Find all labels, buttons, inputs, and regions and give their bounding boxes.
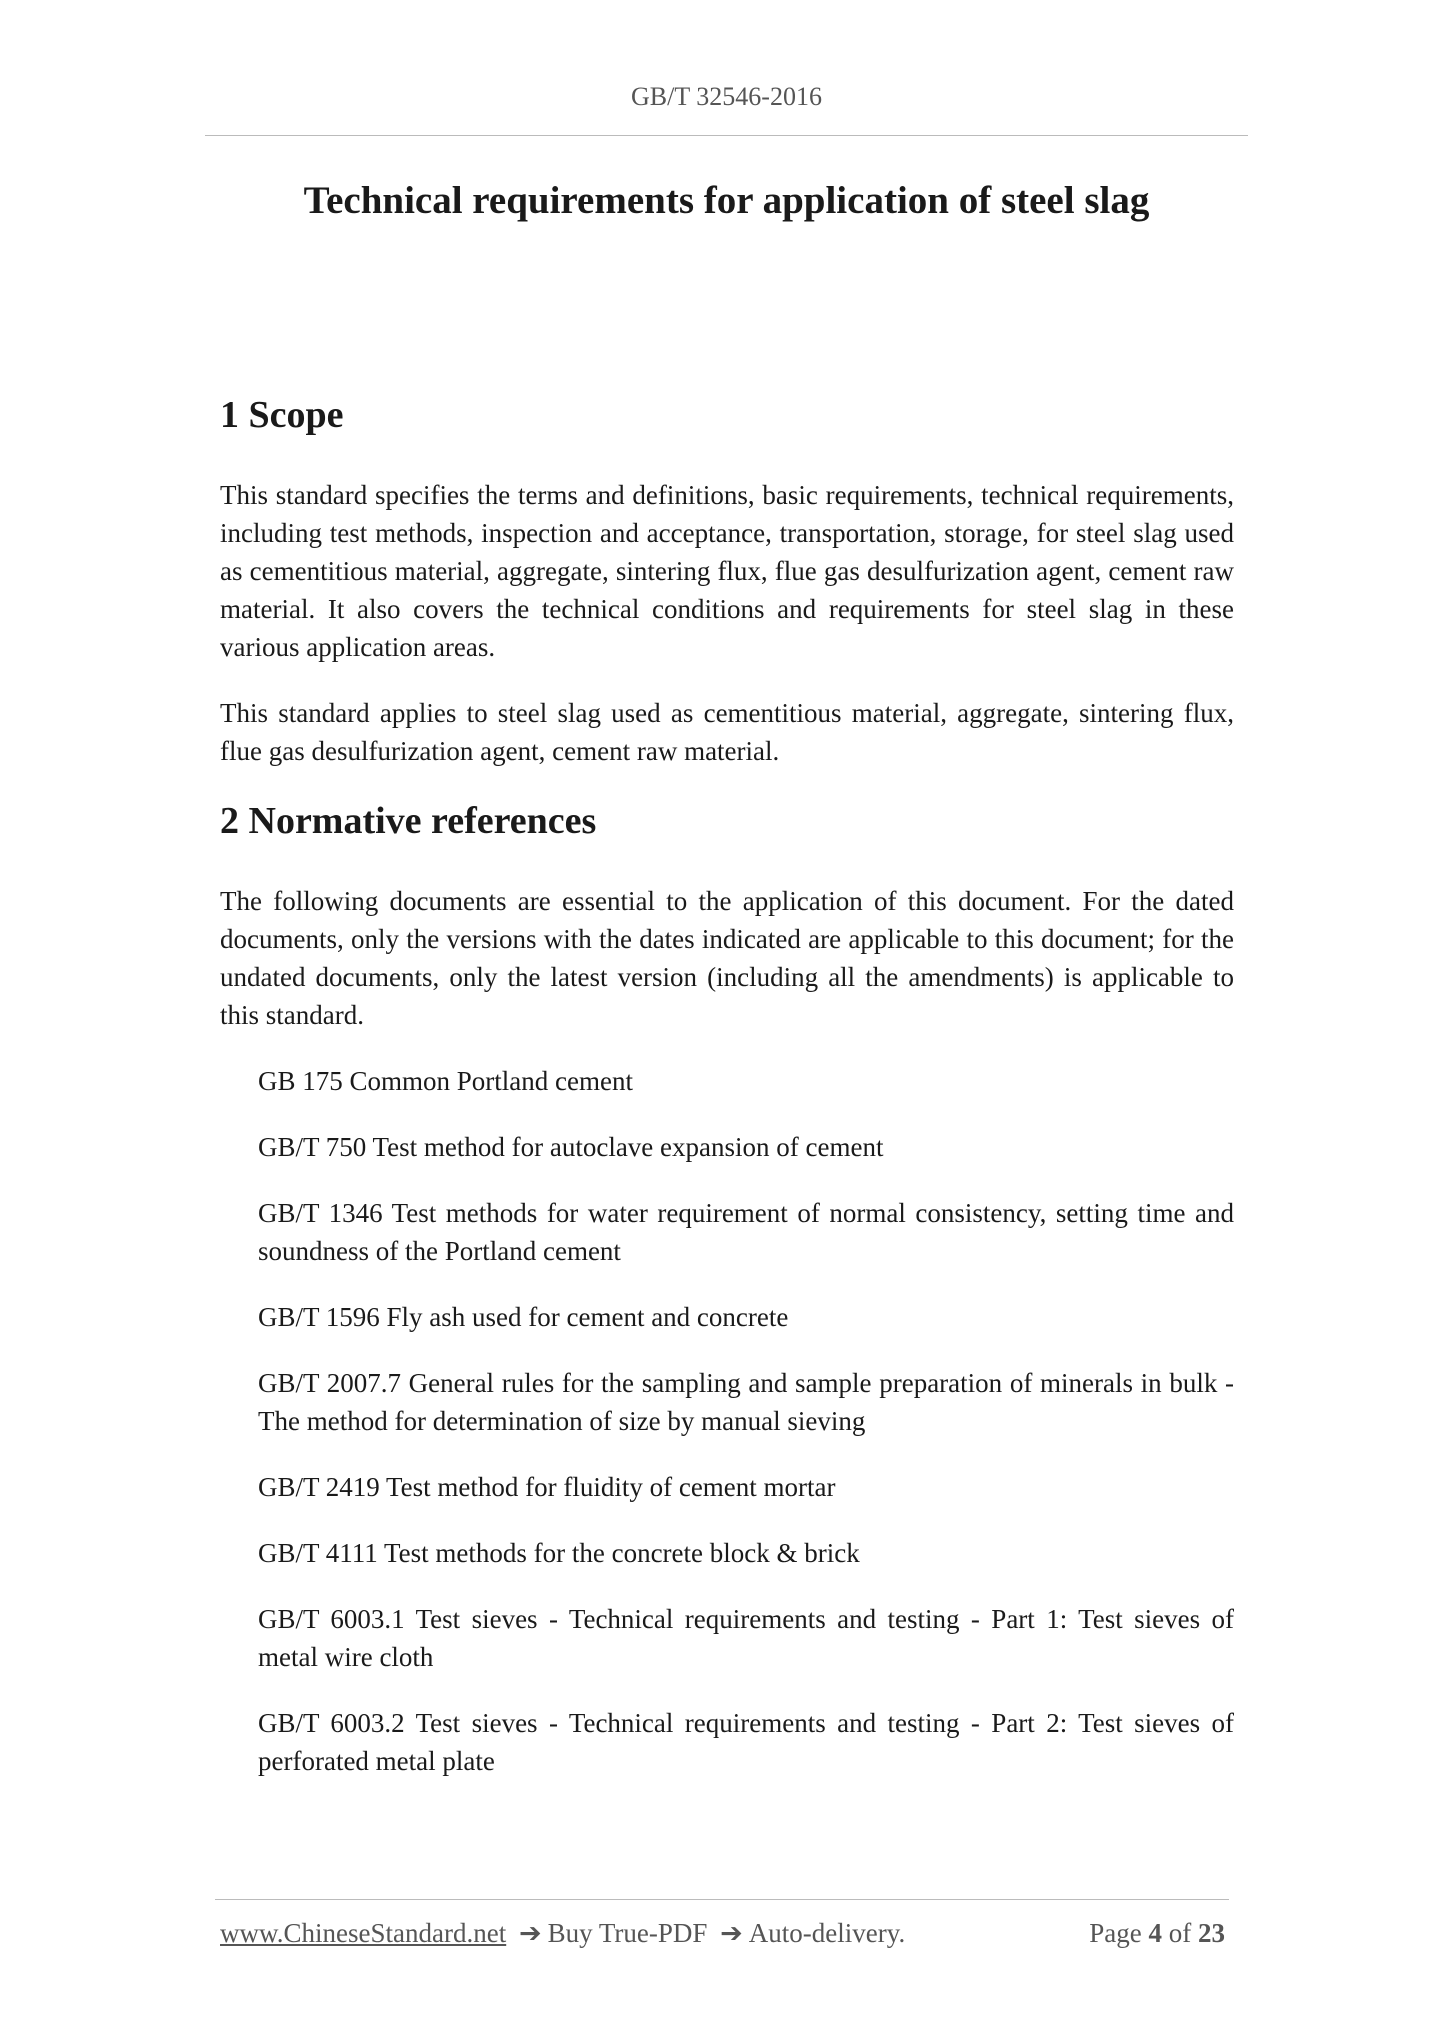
running-header: GB/T 32546-2016	[631, 82, 822, 111]
reference-item: GB/T 1596 Fly ash used for cement and concrete	[258, 1302, 789, 1332]
reference-item: GB/T 6003.2 Test sieves - Technical requirements and testing - Part 2: Test sieves of perforated metal plate	[258, 1708, 1234, 1776]
reference-item: GB/T 6003.1 Test sieves - Technical requirements and testing - Part 1: Test sieves of metal wire cloth	[258, 1604, 1234, 1672]
reference-item: GB/T 750 Test method for autoclave expansion of cement	[258, 1132, 884, 1162]
website-link[interactable]: www.ChineseStandard.net	[220, 1918, 507, 1948]
page-label: Page	[1089, 1918, 1142, 1948]
section-heading-normative-references: 2 Normative references	[220, 800, 597, 842]
scope-paragraph: This standard applies to steel slag used as cementitious material, aggregate, sintering flux, flue gas desulfurization agent, cement raw material.	[220, 698, 1234, 766]
references-intro-paragraph: The following documents are essential to the application of this document. For the dated documents, only the versions with the dates indicated are applicable to this document; for the undated documents, only the latest version (including all the amendments) is applicable to this standard.	[220, 886, 1234, 1030]
auto-delivery-text: Auto-delivery.	[748, 1918, 906, 1948]
page-total: 23	[1198, 1918, 1225, 1948]
buy-true-pdf-text: Buy True-PDF	[547, 1918, 708, 1948]
reference-list	[220, 1062, 1234, 1780]
footer-divider	[215, 1899, 1229, 1900]
header-divider	[205, 135, 1248, 136]
page-number	[1089, 1918, 1225, 1949]
page-footer	[220, 1918, 1225, 1949]
reference-item: GB/T 2007.7 General rules for the sampling and sample preparation of minerals in bulk - The method for determination of size by manual sieving	[258, 1368, 1234, 1436]
reference-item: GB/T 1346 Test methods for water requirement of normal consistency, setting time and soundness of the Portland cement	[258, 1198, 1234, 1266]
footer-left	[220, 1918, 905, 1949]
page-of-label: of	[1168, 1918, 1192, 1948]
arrow-right-icon: ➔	[518, 1918, 542, 1948]
scope-paragraph: This standard specifies the terms and definitions, basic requirements, technical requirements, including test methods, inspection and acceptance, transportation, storage, for steel slag used as cementitious material, aggregate, sintering flux, flue gas desulfurization agent, cement raw material. It also covers the technical conditions and requirements for steel slag in these various application areas.	[220, 480, 1234, 662]
section-heading-scope: 1 Scope	[220, 394, 344, 436]
reference-item: GB/T 4111 Test methods for the concrete block & brick	[258, 1538, 860, 1568]
page-current: 4	[1148, 1918, 1162, 1948]
document-title: Technical requirements for application of steel slag	[303, 179, 1150, 222]
arrow-right-icon: ➔	[720, 1918, 743, 1948]
reference-item: GB/T 2419 Test method for fluidity of cement mortar	[258, 1472, 836, 1502]
document-body	[220, 392, 1234, 1808]
reference-item: GB 175 Common Portland cement	[258, 1066, 633, 1096]
